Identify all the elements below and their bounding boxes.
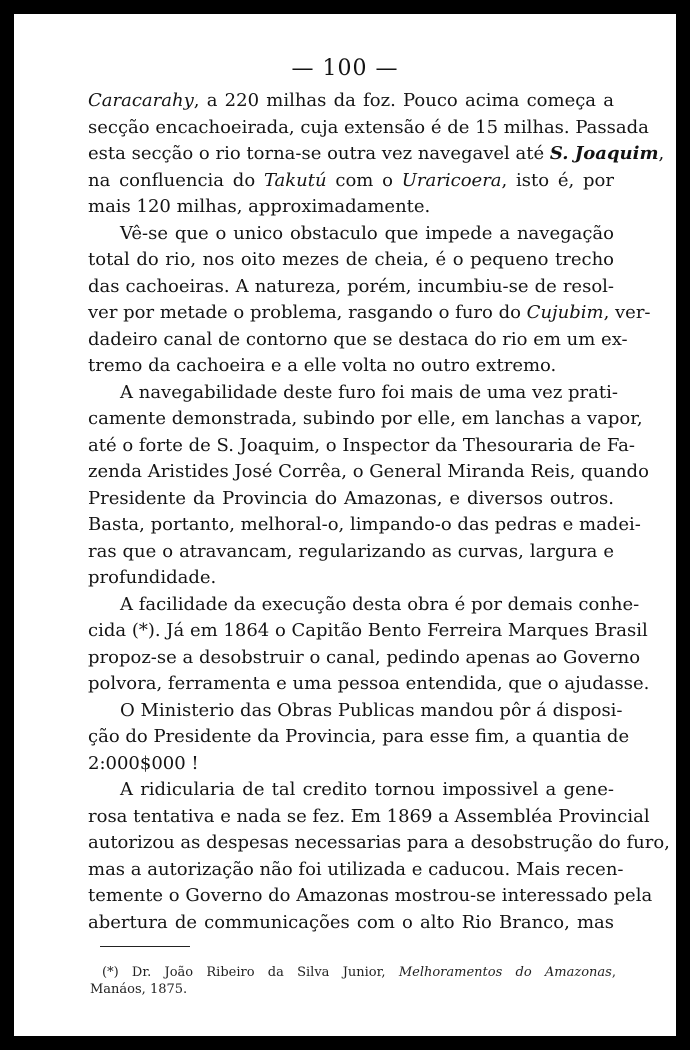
footnote-rule (100, 946, 190, 947)
text-line: esta secção o rio torna-se outra vez navegavel até S. Joaquim, (88, 143, 665, 164)
body-text (88, 88, 670, 936)
text-line: rosa tentativa e nada se fez. Em 1869 a Assembléa Provincial (88, 805, 650, 827)
text-line: A facilidade da execução desta obra é por demais conhe- (120, 593, 640, 615)
text-line: Presidente da Provincia do Amazonas, e diversos outros. (88, 487, 614, 509)
text-line: autorizou as despesas necessarias para a desobstrução do furo, (88, 832, 670, 853)
text-line: das cachoeiras. A natureza, porém, incumbiu-se de resol- (88, 275, 614, 297)
footnote-line: (*) Dr. João Ribeiro da Silva Junior, Melhoramentos do Amazonas, (102, 965, 616, 980)
text-line: O Ministerio das Obras Publicas mandou pôr á disposi- (120, 699, 623, 721)
text-line: ção do Presidente da Provincia, para esse fim, a quantia de (88, 726, 630, 747)
text-line: Caracarahy, a 220 milhas da foz. Pouco acima começa a (88, 90, 614, 111)
text-line: cida (*). Já em 1864 o Capitão Bento Ferreira Marques Brasil (88, 620, 648, 641)
text-line: temente o Governo do Amazonas mostrou-se interessado pela (88, 885, 653, 906)
footnote (90, 964, 616, 998)
text-line: mas a autorização não foi utilizada e caducou. Mais recen- (88, 858, 624, 880)
book-page (14, 14, 676, 1036)
text-line: total do rio, nos oito mezes de cheia, é o pequeno trecho (88, 249, 614, 270)
text-line: dadeiro canal de contorno que se destaca do rio em um ex- (88, 328, 628, 350)
text-line: camente demonstrada, subindo por elle, em lanchas a vapor, (88, 408, 643, 429)
text-line: A ridicularia de tal credito tornou impossivel a gene- (120, 779, 614, 800)
text-line: até o forte de S. Joaquim, o Inspector da Thesouraria de Fa- (88, 434, 635, 456)
text-line: mais 120 milhas, approximadamente. (88, 196, 431, 217)
text-line: Basta, portanto, melhoral-o, limpando-o das pedras e madei- (88, 514, 641, 535)
text-line: abertura de communicações com o alto Rio Branco, mas (88, 911, 614, 933)
page-number: — 100 — (291, 56, 399, 81)
text-line: Vê-se que o unico obstaculo que impede a navegação (120, 222, 614, 244)
text-line: secção encachoeirada, cuja extensão é de 15 milhas. Passada (88, 116, 649, 138)
text-line: ver por metade o problema, rasgando o furo do Cujubim, ver- (88, 302, 651, 323)
text-line: propoz-se a desobstruir o canal, pedindo apenas ao Governo (88, 646, 641, 668)
text-line: profundidade. (88, 567, 217, 588)
footnote-line: Manáos, 1875. (90, 982, 188, 997)
text-line: zenda Aristides José Corrêa, o General Miranda Reis, quando (88, 461, 649, 482)
text-line: polvora, ferramenta e uma pessoa entendida, que o ajudasse. (88, 673, 650, 694)
text-line: A navegabilidade deste furo foi mais de uma vez prati- (120, 381, 618, 403)
text-line: ras que o atravancam, regularizando as curvas, largura e (88, 540, 614, 562)
text-line: na confluencia do Takutú com o Uraricoera, isto é, por (88, 169, 614, 191)
text-line: 2:000$000 ! (88, 752, 199, 774)
text-line: tremo da cachoeira e a elle volta no outro extremo. (88, 355, 557, 376)
